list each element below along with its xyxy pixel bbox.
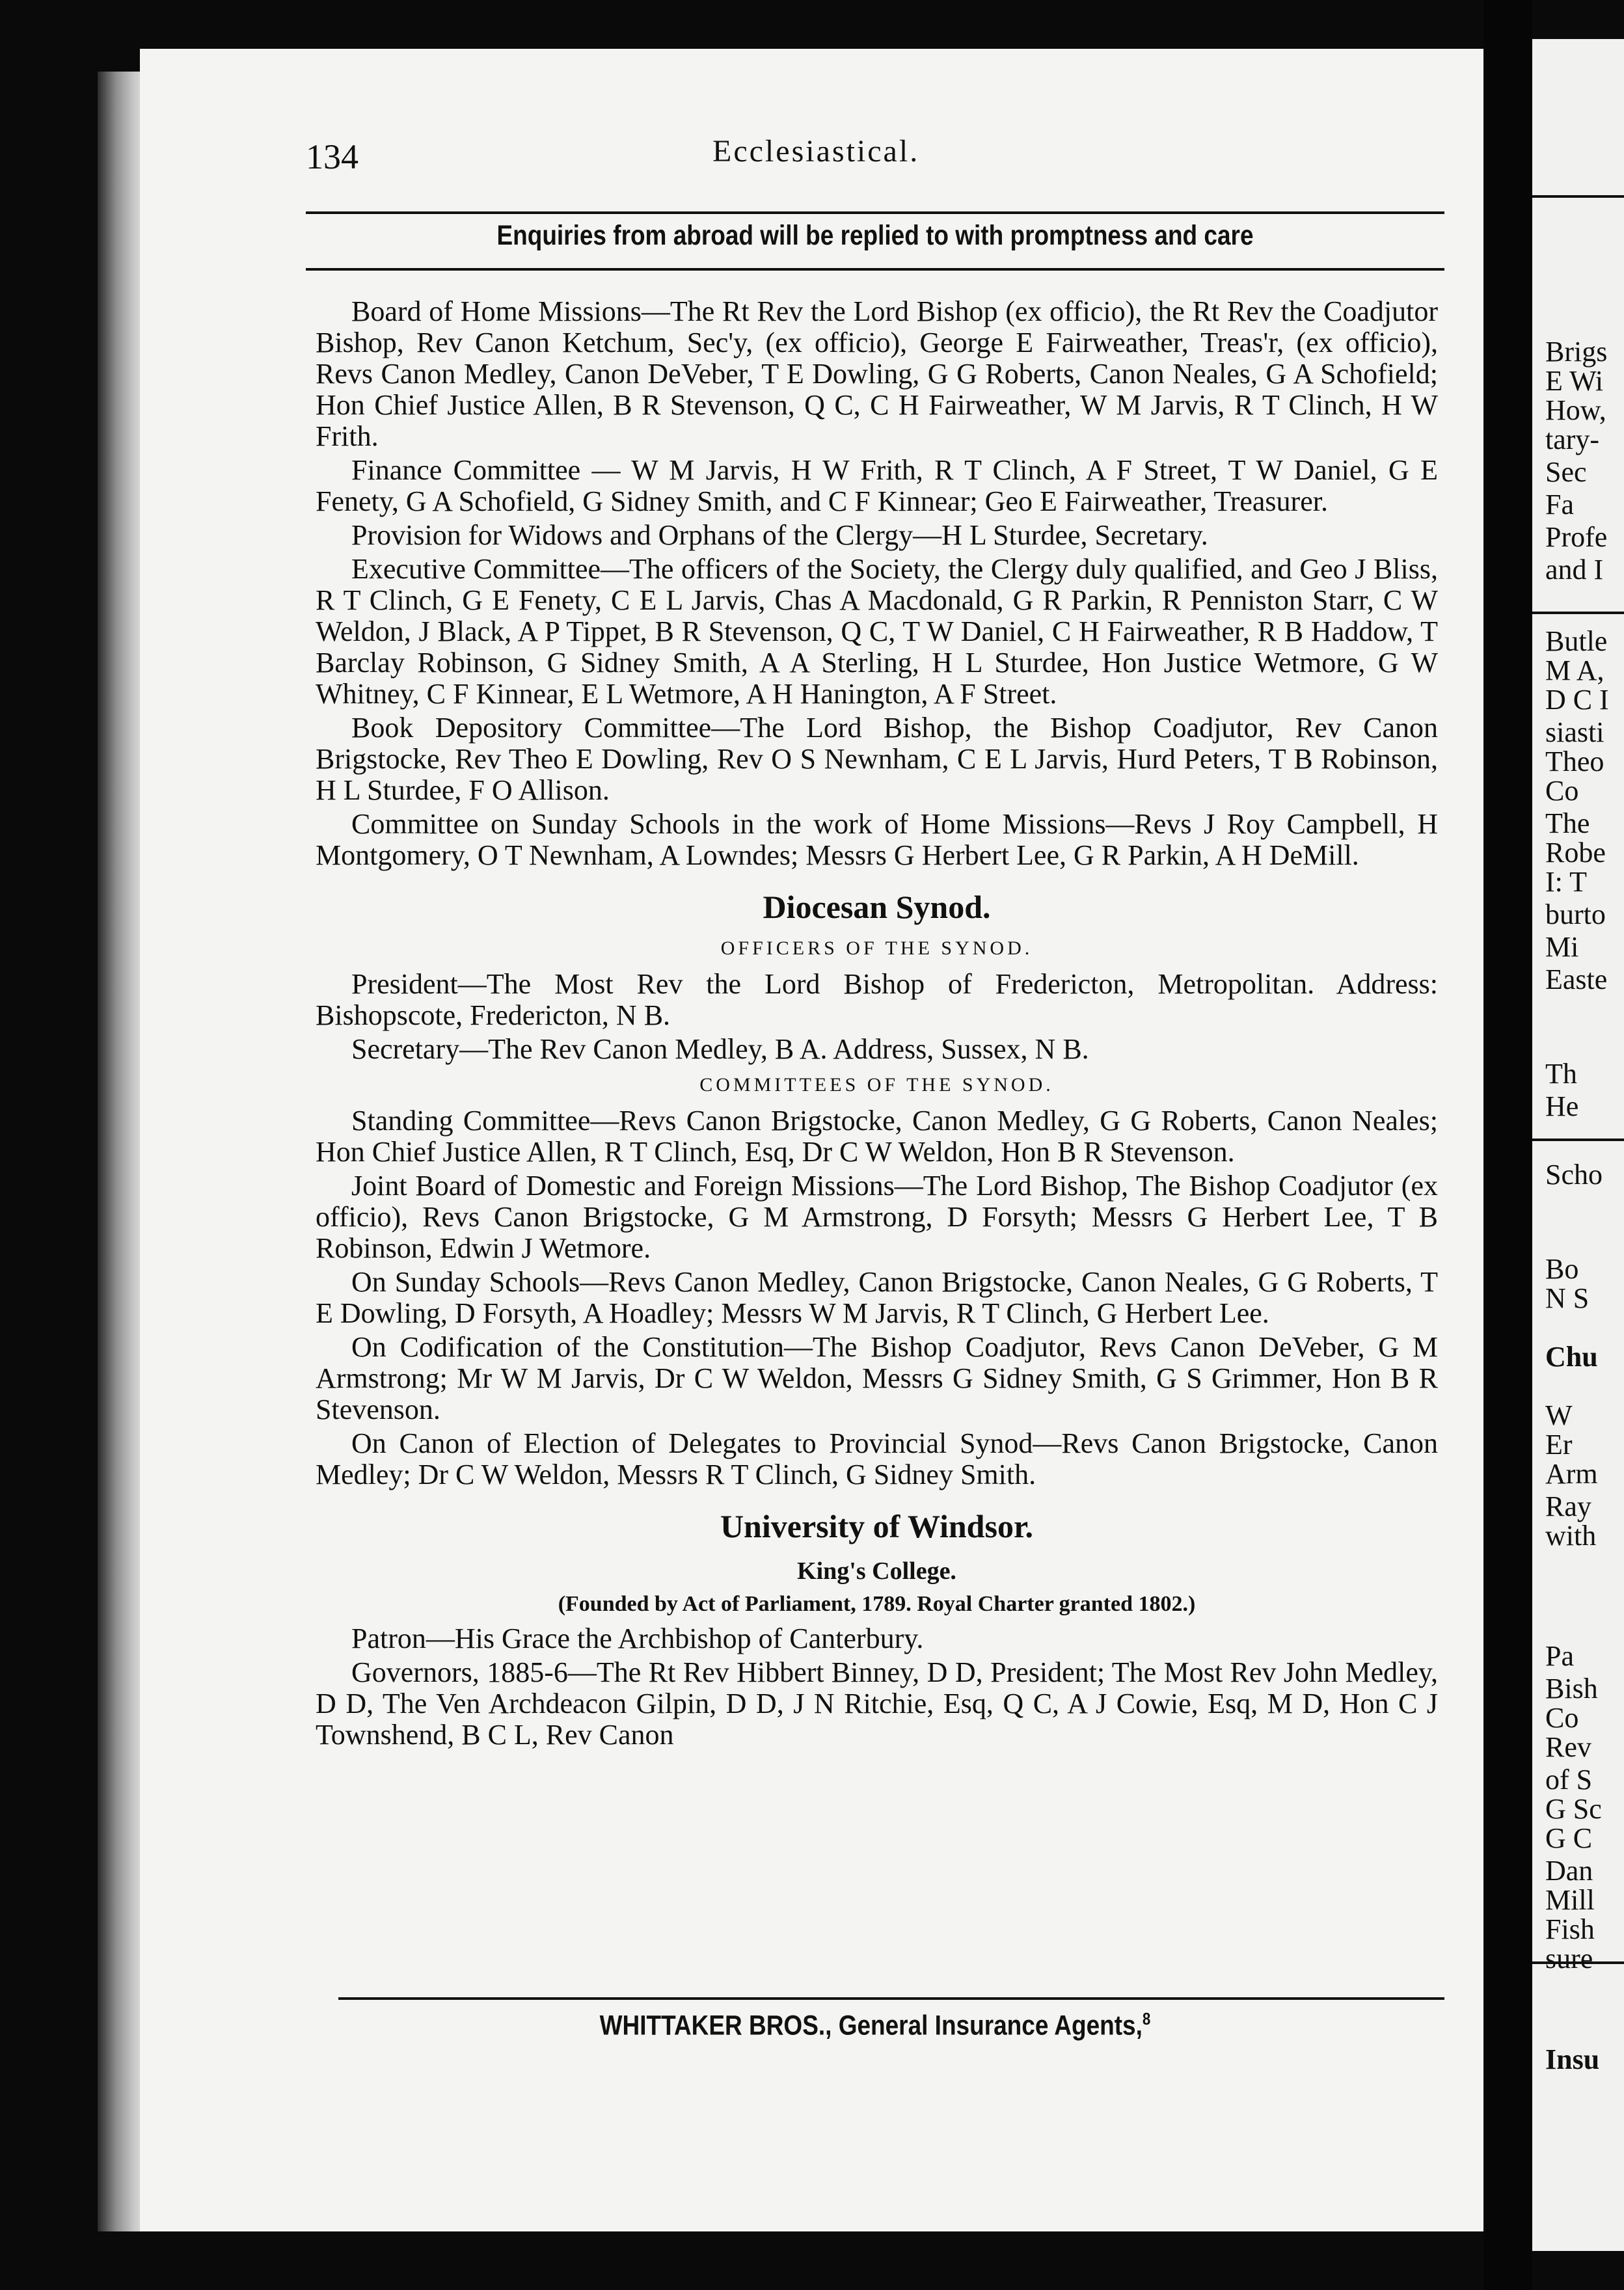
facing-page-fragment: Bish: [1545, 1673, 1598, 1704]
facing-page-fragment: M A,: [1545, 654, 1604, 686]
bottom-banner-mark: 8: [1142, 2009, 1151, 2028]
facing-page-fragment: Ray: [1545, 1490, 1591, 1522]
officers-heading: OFFICERS OF THE SYNOD.: [720, 937, 1033, 959]
facing-page-fragment: of S: [1545, 1764, 1593, 1796]
facing-page-fragment: Theo: [1545, 746, 1604, 777]
bottom-advert-banner: [386, 2009, 1365, 2041]
facing-page-fragment: Pa: [1545, 1640, 1574, 1672]
facing-page-fragment: Profe: [1545, 521, 1608, 553]
facing-page-fragment: tary-: [1545, 424, 1600, 455]
facing-page-rule: [1532, 195, 1624, 198]
facing-page-fragment: Robe: [1545, 837, 1606, 869]
facing-page-fragment: Rev: [1545, 1731, 1591, 1763]
facing-page-fragment: burto: [1545, 898, 1606, 930]
facing-page-fragment: Co: [1545, 775, 1579, 807]
governors: Governors, 1885-6—The Rt Rev Hibbert Binney, D D, President; The Most Rev John Medley, D D, The Ven Archdeacon Gilpin, D D, J N Ritchie, Esq, Q C, A J Cowie, Esq, M D, Hon C J Townshend, B C L, Rev Canon: [316, 1656, 1438, 1751]
codification-committee: On Codification of the Constitution—The Bishop Coadjutor, Revs Canon DeVeber, G M Armstrong; Mr W M Jarvis, Dr C W Weldon, Messrs G Sidney Smith, G S Grimmer, Hon B R Stevenson.: [316, 1331, 1438, 1425]
facing-page-fragment: G Sc: [1545, 1793, 1602, 1825]
diocesan-synod-heading: Diocesan Synod.: [763, 889, 991, 925]
top-advert-banner: Enquiries from abroad will be replied to with promptness and care: [496, 220, 1254, 251]
standing-committee: Standing Committee—Revs Canon Brigstocke, Canon Medley, G G Roberts, Canon Neales; Hon Chief Justice Allen, R T Clinch, Esq, Dr C W Weldon, Hon B R Stevenson.: [316, 1105, 1438, 1168]
facing-page-fragment: Mi: [1545, 931, 1579, 963]
facing-page: [1532, 39, 1624, 2251]
university-heading: University of Windsor.: [720, 1508, 1034, 1544]
sunday-schools-committee: Committee on Sunday Schools in the work of Home Missions—Revs J Roy Campbell, H Montgomery, O T Newnham, A Lowndes; Messrs G Herbert Lee, G R Parkin, A H DeMill.: [316, 808, 1438, 871]
facing-page-fragment: Brigs: [1545, 336, 1608, 368]
facing-page-fragment: Dan: [1545, 1855, 1593, 1887]
synod-secretary: Secretary—The Rev Canon Medley, B A. Address, Sussex, N B.: [351, 1033, 1089, 1065]
facing-page-rule: [1532, 1138, 1624, 1141]
finance-committee: Finance Committee — W M Jarvis, H W Frith, R T Clinch, A F Street, T W Daniel, G E Fenety, G A Schofield, G Sidney Smith, and C F Kinnear; Geo E Fairweather, Treasurer.: [316, 454, 1438, 517]
facing-page-fragment: Fa: [1545, 489, 1574, 520]
facing-page-fragment: G C: [1545, 1822, 1593, 1854]
committees-heading: COMMITTEES OF THE SYNOD.: [699, 1074, 1054, 1096]
facing-page-fragment: Mill: [1545, 1884, 1595, 1916]
facing-page-fragment: Th: [1545, 1058, 1577, 1090]
book-depository-committee: Book Depository Committee—The Lord Bishop, the Bishop Coadjutor, Rev Canon Brigstocke, Rev Theo E Dowling, Rev O S Newnham, C E L Jarvis, Hurd Peters, T B Robinson, H L Sturdee, F O Allison.: [316, 712, 1438, 806]
facing-page-fragment: sure: [1545, 1943, 1593, 1974]
facing-page-fragment: D C I: [1545, 684, 1609, 716]
kings-college-heading: King's College.: [797, 1557, 956, 1585]
top-banner-rule: [306, 268, 1444, 271]
widows-orphans-provision: Provision for Widows and Orphans of the Clergy—H L Sturdee, Secretary.: [351, 519, 1208, 551]
page-body: [316, 296, 1438, 1753]
facing-page-fragment: Bo: [1545, 1253, 1579, 1285]
facing-page-fragment: Sec: [1545, 456, 1587, 488]
facing-page-fragment: Co: [1545, 1702, 1579, 1734]
top-rule: [306, 211, 1444, 214]
joint-board-missions: Joint Board of Domestic and Foreign Missions—The Lord Bishop, The Bishop Coadjutor (ex officio), Revs Canon Brigstocke, G M Armstrong, D Forsyth; Messrs G Herbert Lee, T B Robinson, Edwin J Wetmore.: [316, 1170, 1438, 1264]
running-head: Ecclesiastical.: [712, 134, 920, 168]
facing-page-fragment: and I: [1545, 554, 1604, 586]
founded-note: (Founded by Act of Parliament, 1789. Royal Charter granted 1802.): [558, 1592, 1196, 1616]
facing-page-rule: [1532, 612, 1624, 614]
facing-page-fragment: Insu: [1545, 2043, 1600, 2075]
facing-page-fragment: siasti: [1545, 716, 1604, 748]
bottom-rule: [338, 1997, 1444, 2000]
facing-page-fragment: W: [1545, 1399, 1573, 1431]
facing-page-fragment: N S: [1545, 1282, 1590, 1314]
facing-page-fragment: Butle: [1545, 625, 1608, 657]
facing-page-fragment: The: [1545, 807, 1590, 839]
facing-page-fragment: Easte: [1545, 963, 1608, 995]
executive-committee: Executive Committee—The officers of the Society, the Clergy duly qualified, and Geo J Bliss, R T Clinch, G E Fenety, C E L Jarvis, Chas A Macdonald, G R Parkin, R Penniston Starr, C W Weldon, J Black, A P Tippet, B R Stevenson, Q C, T W Daniel, C H Fairweather, R B Haddow, T Barclay Robinson, G Sidney Smith, A A Sterling, H L Sturdee, Hon Justice Wetmore, G W Whitney, C F Kinnear, E L Wetmore, A H Hanington, A F Street.: [316, 553, 1438, 710]
sunday-schools-synod: On Sunday Schools—Revs Canon Medley, Canon Brigstocke, Canon Neales, G G Roberts, T E Dowling, D Forsyth, A Hoadley; Messrs W M Jarvis, R T Clinch, G Herbert Lee.: [316, 1266, 1438, 1329]
facing-page-fragment: I: T: [1545, 866, 1587, 898]
election-delegates-committee: On Canon of Election of Delegates to Provincial Synod—Revs Canon Brigstocke, Canon Medley; Dr C W Weldon, Messrs R T Clinch, G Sidney Smith.: [316, 1427, 1438, 1490]
board-of-home-missions: Board of Home Missions—The Rt Rev the Lord Bishop (ex officio), the Rt Rev the Coadjutor Bishop, Rev Canon Ketchum, Sec'y, (ex officio), George E Fairweather, Treas'r, (ex officio), Revs Canon Medley, Canon DeVeber, T E Dowling, G G Roberts, Canon Neales, G A Schofield; Hon Chief Justice Allen, B R Stevenson, Q C, C H Fairweather, W M Jarvis, R T Clinch, H W Frith.: [316, 295, 1438, 452]
synod-president: President—The Most Rev the Lord Bishop of Fredericton, Metropolitan. Address: Bishopscote, Fredericton, N B.: [316, 968, 1438, 1031]
facing-page-fragment: Scho: [1545, 1159, 1603, 1191]
patron: Patron—His Grace the Archbishop of Canterbury.: [351, 1623, 924, 1654]
facing-page-fragment: How,: [1545, 394, 1606, 426]
facing-page-fragment: Arm: [1545, 1458, 1598, 1490]
bottom-banner-text: WHITTAKER BROS., General Insurance Agents,: [599, 2010, 1143, 2041]
book-gutter: [1483, 0, 1532, 2290]
facing-page-rule: [1532, 1961, 1624, 1964]
facing-page-fragment: with: [1545, 1520, 1597, 1552]
facing-page-fragment: Er: [1545, 1429, 1573, 1461]
facing-page-fragment: He: [1545, 1090, 1579, 1122]
page-number: 134: [306, 137, 359, 176]
facing-page-fragment: Fish: [1545, 1913, 1595, 1945]
facing-page-fragment: E Wi: [1545, 365, 1604, 397]
facing-page-fragment: Chu: [1545, 1341, 1598, 1373]
